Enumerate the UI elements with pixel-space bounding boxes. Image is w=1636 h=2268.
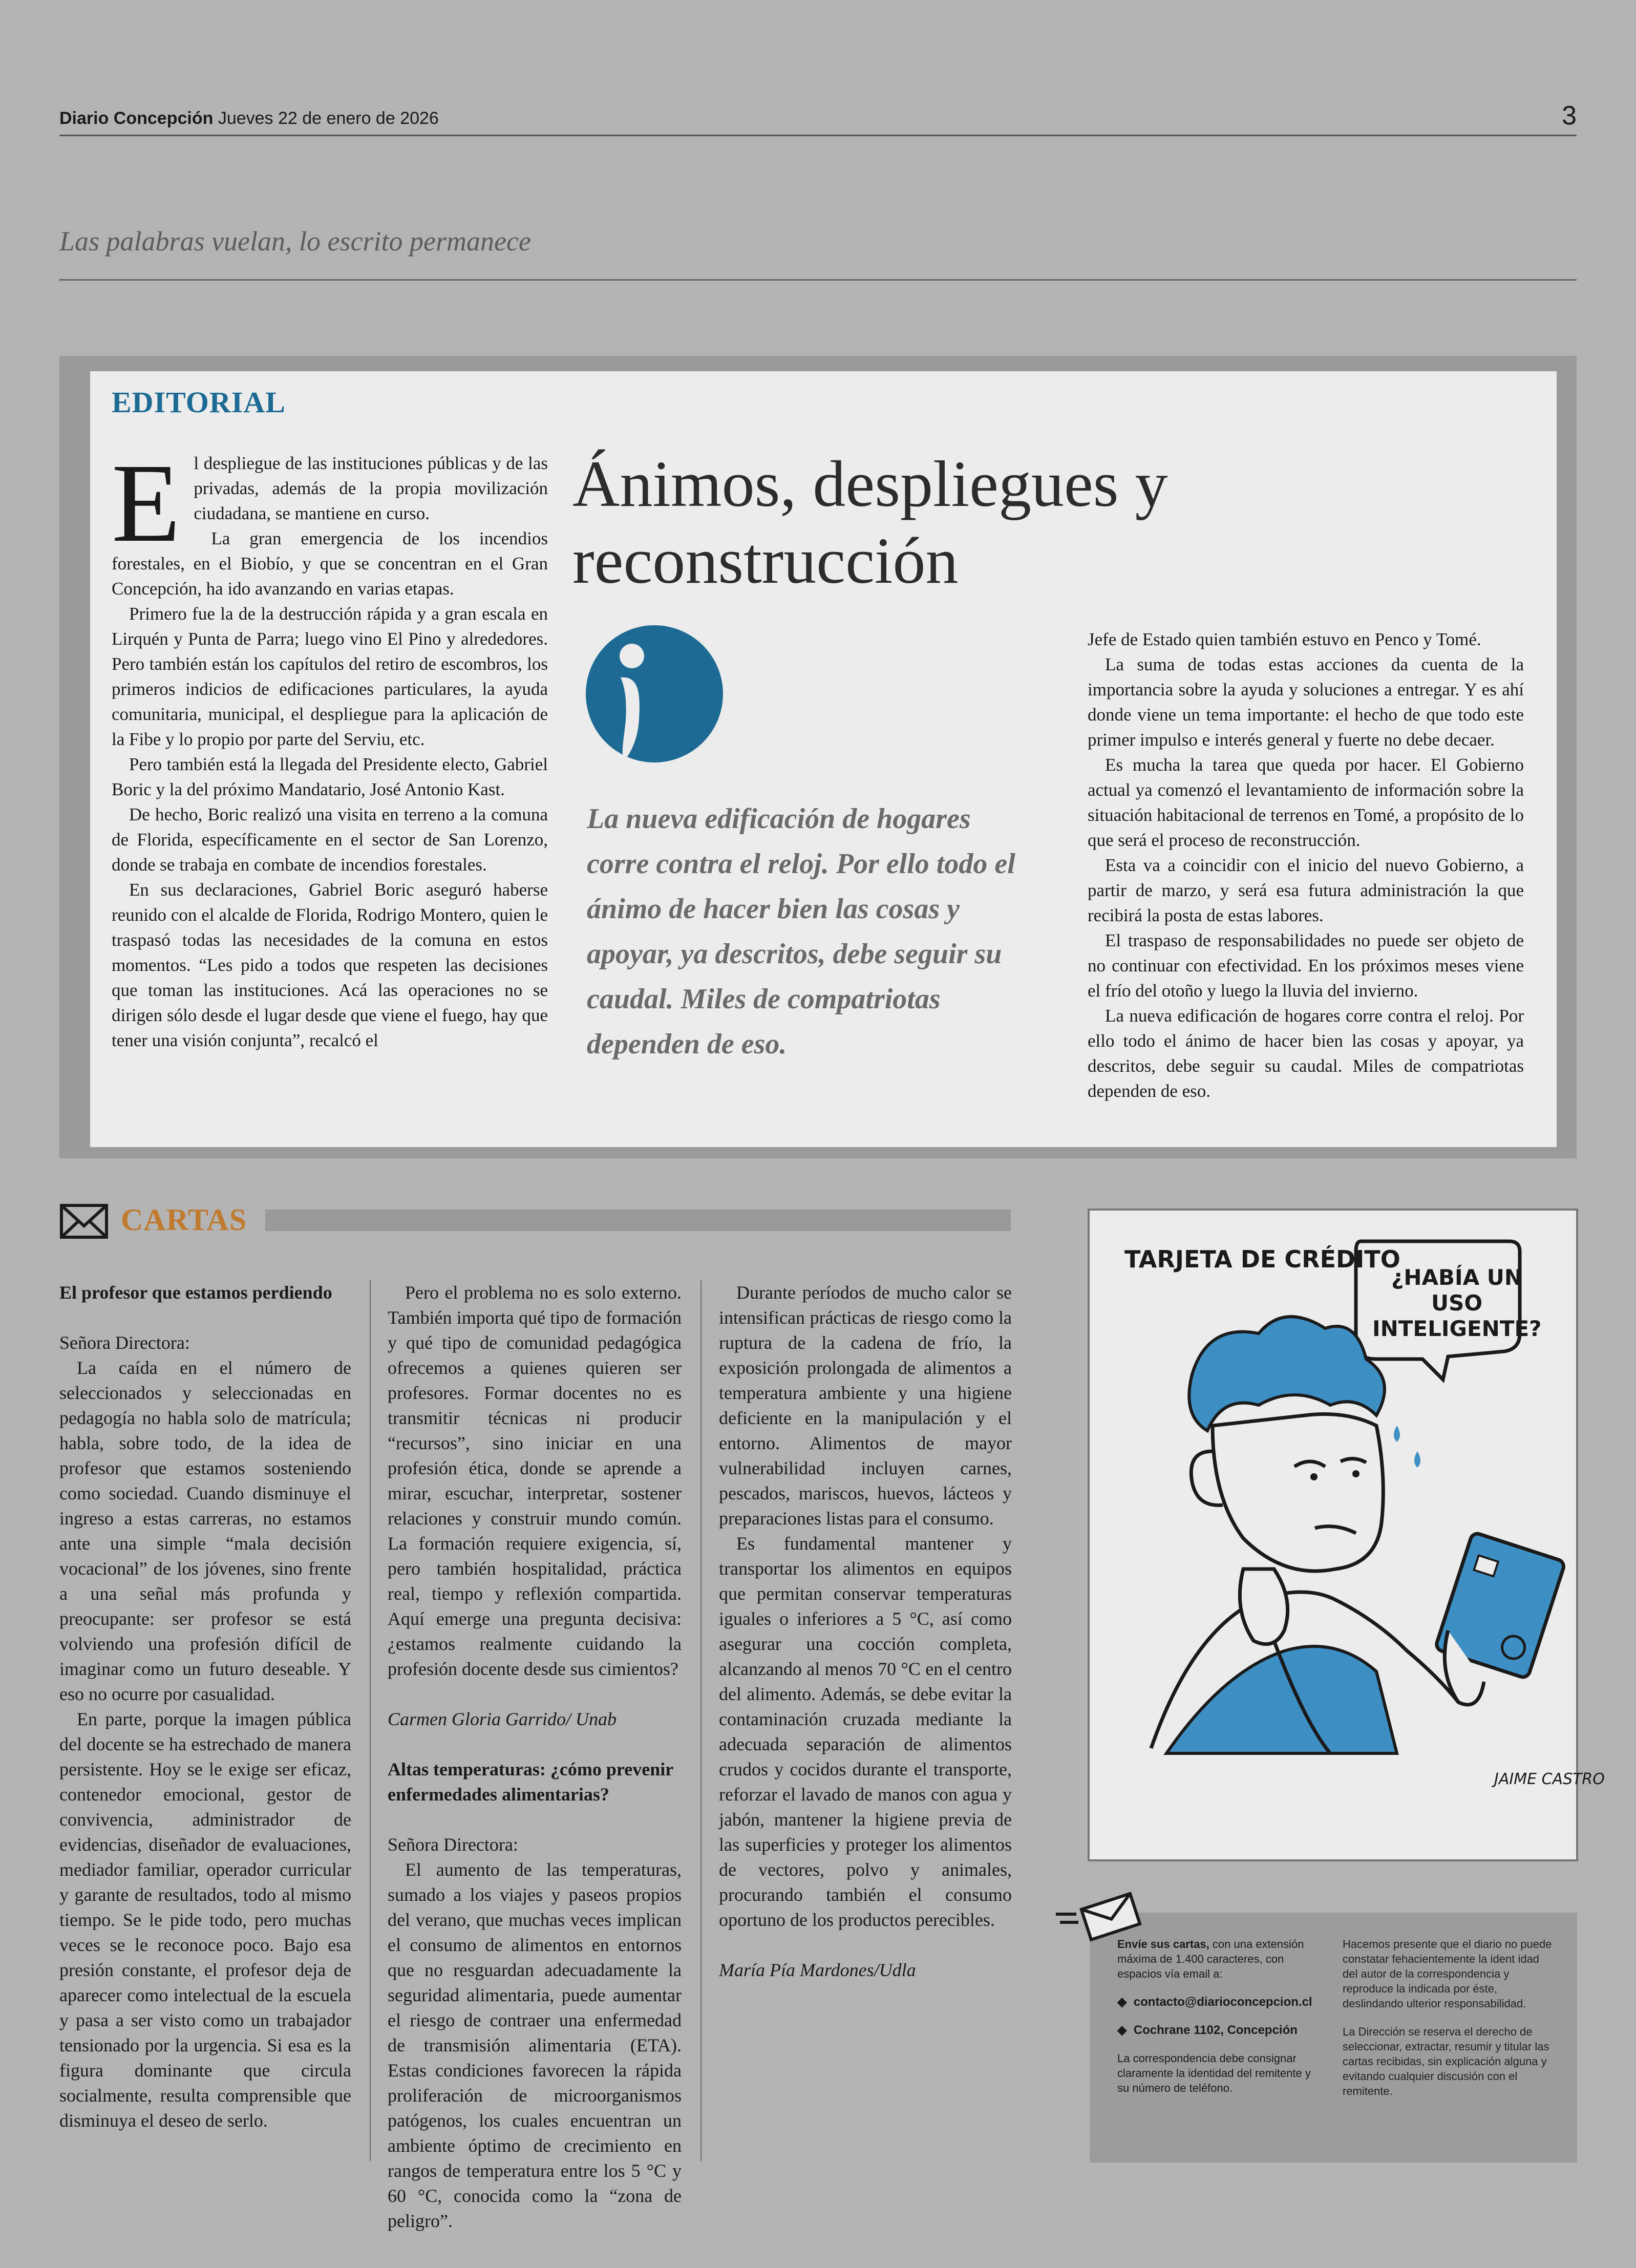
letter-title: El profesor que estamos perdiendo [59,1282,332,1303]
cartoon-signature: JAIME CASTRO [1494,1770,1605,1788]
cartas-header-bar [265,1210,1011,1231]
page-header [59,109,439,129]
section-motto: Las palabras vuelan, lo escrito permanece [59,226,531,257]
info-address: ◆ Cochrane 1102, Concepción [1117,2023,1298,2037]
cartas-label: CARTAS [121,1203,247,1237]
speech-bubble-text: ¿HABÍA UN USO INTELIGENTE? [1372,1265,1542,1341]
page-number: 3 [1562,101,1577,131]
letter-paragraph: En parte, porque la imagen pública del docente se ha estrechado de manera persistente. Hoy se le exige ser eficaz, contenedor emocional, gestor de convivencia, administrador de evidencias, diseñador de evaluaciones, mediador familiar, operador curricular y garante de resultados, todo al mismo tiempo. Se le pide todo, pero muchas veces se le reconoce poco. Bajo esa presión constante, el profesor deja de aparecer como intelectual de la escuela y pasa a ser visto como un trabajador tensionado por la urgencia. Si esa es la figura dominante que circula socialmente, resulta comprensible que disminuya el deseo de serlo. [59,1709,351,2131]
editorial-paragraph: Pero también está la llegada del Presidente electo, Gabriel Boric y la del próximo Mandatario, José Antonio Kast. [112,754,548,799]
editorial-pull-quote: La nueva edificación de hogares corre contra el reloj. Por ello todo el ánimo de hacer bien las cosas y apoyar, ya descritos, debe seguir su caudal. Miles de compatriotas dependen de eso. [587,803,1015,1060]
paper-name: Diario Concepción [59,109,214,128]
info-identity: La correspondencia debe consignar claramente la identidad del remitente y su número de teléfono. [1117,2052,1311,2094]
info-right-column [1343,1937,1555,2099]
editorial-paragraph: Es mucha la tarea que queda por hacer. El Gobierno actual ya comenzó el levantamiento de información sobre la situación habitacional de terrenos en Tomé, a propósito de lo que será el proceso de reconstrucción. [1088,755,1524,850]
info-left-column [1117,1937,1322,2095]
letter-signature: Carmen Gloria Garrido/ Unab [388,1709,617,1729]
letters-column-2 [388,1280,682,2234]
header-rule [59,135,1577,136]
letters-column-1 [59,1280,351,2133]
drop-cap: E [112,440,181,565]
info-email: ◆ contacto@diarioconcepcion.cl [1117,1995,1312,2009]
editorial-title: Ánimos, despliegues y reconstrucción [572,448,1168,597]
editorial-paragraph: El traspaso de responsabilidades no puede ser objeto de no continuar con efectividad. En los próximos meses viene el frío del otoño y luego la lluvia del invierno. [1088,930,1524,1001]
editorial-paragraph: La suma de todas estas acciones da cuenta de la importancia sobre la ayuda y soluciones a entregar. Y es ahí donde viene un tema importante: el hecho de que todo este primer impulso e interés general y fuerte no debe decaer. [1088,654,1524,750]
info-disclaimer: La Dirección se reserva el derecho de seleccionar, extractar, resumir y titular las cartas recibidas, sin explicación alguna y evitando cualquier discusión con el remitente. [1343,2025,1549,2097]
letter-signature: María Pía Mardones/Udla [719,1960,916,1980]
editorial-paragraph: La gran emergencia de los incendios forestales, en el Biobío, y que se concentran en el Gran Concepción, ha ido avanzando en varias etapas. [112,528,548,599]
editorial-paragraph: En sus declaraciones, Gabriel Boric aseguró haberse reunido con el alcalde de Florida, Rodrigo Montero, quien le traspasó todas las necesidades de la comuna en estos momentos. “Les pido a todos que respeten las decisiones que toman las instituciones. Acá las operaciones no se dirigen sólo desde el lugar desde que viene el fuego, hay que tener una visión conjunta”, recalcó el [112,880,548,1050]
letter-paragraph: La caída en el número de seleccionados y seleccionadas en pedagogía no habla solo de matrícula; habla, sobre todo, de la idea de profesor que estamos sosteniendo como sociedad. Cuando disminuye el ingreso a estas carreras, no estamos ante una simple “mala decisión vocacional” de los jóvenes, sino frente a una señal más profunda y preocupante: ser profesor se está volviendo una profesión difícil de imaginar como un futuro deseable. Y eso no ocurre por casualidad. [59,1358,351,1704]
editorial-paragraph: Esta va a coincidir con el inicio del nuevo Gobierno, a partir de marzo, y será esa futura administración la que recibirá la posta de estas labores. [1088,855,1524,925]
letter-paragraph: Durante períodos de mucho calor se intensifican prácticas de riesgo como la ruptura de la cadena de frío, la exposición prolongada de alimentos a temperatura ambiente y una higiene deficiente en la manipulación y el entorno. Alimentos de mayor vulnerabilidad incluyen carnes, pescados, mariscos, huevos, lácteos y preparaciones listas para el consumo. [719,1282,1012,1529]
editorial-paragraph: Jefe de Estado quien también estuvo en Penco y Tomé. [1088,629,1481,649]
info-i-icon [585,622,724,766]
motto-rule [59,279,1577,281]
editorial-paragraph: Primero fue la de la destrucción rápida y a gran escala en Lirquén y Punta de Parra; luego vino El Pino y alrededores. Pero también están los capítulos del retiro de escombros, los primeros indicios de edificaciones particulares, la ayuda comunitaria, municipal, el despliegue para la aplicación de la Fibe y lo propio por parte del Serviu, etc. [112,604,548,749]
envelope-icon [59,1203,109,1239]
editorial-column-3 [1088,627,1524,1104]
info-send: Envíe sus cartas, con una extensión máxima de 1.400 caracteres, con espacios vía email a: [1117,1938,1304,1980]
flying-envelope-icon [1054,1884,1141,1936]
editorial-paragraph: l despliegue de las instituciones públicas y de las privadas, además de la propia movilización ciudadana, se mantiene en curso. [194,453,548,523]
letter-salutation: Señora Directora: [59,1332,190,1353]
column-divider [700,1280,702,2161]
letter-salutation: Señora Directora: [388,1834,518,1855]
letter-paragraph: Es fundamental mantener y transportar los alimentos en equipos que permitan conservar temperaturas iguales o inferiores a 5 °C, así como asegurar una cocción completa, alcanzando al menos 70 °C en el centro del alimento. Además, se debe evitar la contaminación cruzada mediante la adecuada separación de alimentos crudos y cocidos durante el transporte, reforzar el lavado de manos con agua y jabón, mantener la higiene previa de las superficies y proteger los alimentos de vectores, polvo y animales, procurando también el consumo oportuno de los productos perecibles. [719,1533,1012,1930]
editorial-paragraph: De hecho, Boric realizó una visita en terreno a la comuna de Florida, específicamente en el sector de San Lorenzo, donde se trabaja en combate de incendios forestales. [112,804,548,875]
cartoon-title: TARJETA DE CRÉDITO [1124,1245,1400,1273]
letter-title: Altas temperaturas: ¿cómo prevenir enfermedades alimentarias? [388,1759,673,1805]
editorial-label: EDITORIAL [112,386,286,419]
column-divider [370,1280,371,2161]
issue-date: Jueves 22 de enero de 2026 [218,109,439,128]
editorial-paragraph: La nueva edificación de hogares corre contra el reloj. Por ello todo el ánimo de hacer bien las cosas y apoyar, ya descritos, debe seguir su caudal. Miles de compatriotas dependen de eso. [1088,1006,1524,1101]
letters-column-3 [719,1280,1012,1983]
info-disclaimer: Hacemos presente que el diario no puede constatar fehacientemente la ident idad del autor de la correspondencia y reproduce la indicada por éste, deslindando ulterior responsabilidad. [1343,1938,1552,2010]
letter-paragraph: El aumento de las temperaturas, sumado a los viajes y paseos propios del verano, que muchas veces implican el consumo de alimentos en entornos que no resguardan adecuadamente la seguridad alimentaria, puede aumentar el riesgo de contraer una enfermedad de transmisión alimentaria (ETA). Estas condiciones favorecen la rápida proliferación de microorganismos patógenos, los cuales encuentran un ambiente óptimo de crecimiento en rangos de temperatura entre los 5 °C y 60 °C, conocida como la “zona de peligro”. [388,1859,682,2231]
editorial-column-1 [112,440,548,1053]
letter-paragraph: Pero el problema no es solo externo. También importa qué tipo de formación y qué tipo de comunidad pedagógica ofrecemos a quienes quieren ser profesores. Formar docentes no es transmitir técnicas ni producir “recursos”, sino iniciar en una profesión ética, donde se aprende a mirar, escuchar, interpretar, sostener relaciones y construir mundo común. La formación requiere exigencia, sí, pero también hospitalidad, práctica real, tiempo y reflexión compartida. Aquí emerge una pregunta decisiva: ¿estamos realmente cuidando la profesión docente desde sus cimientos? [388,1282,682,1679]
